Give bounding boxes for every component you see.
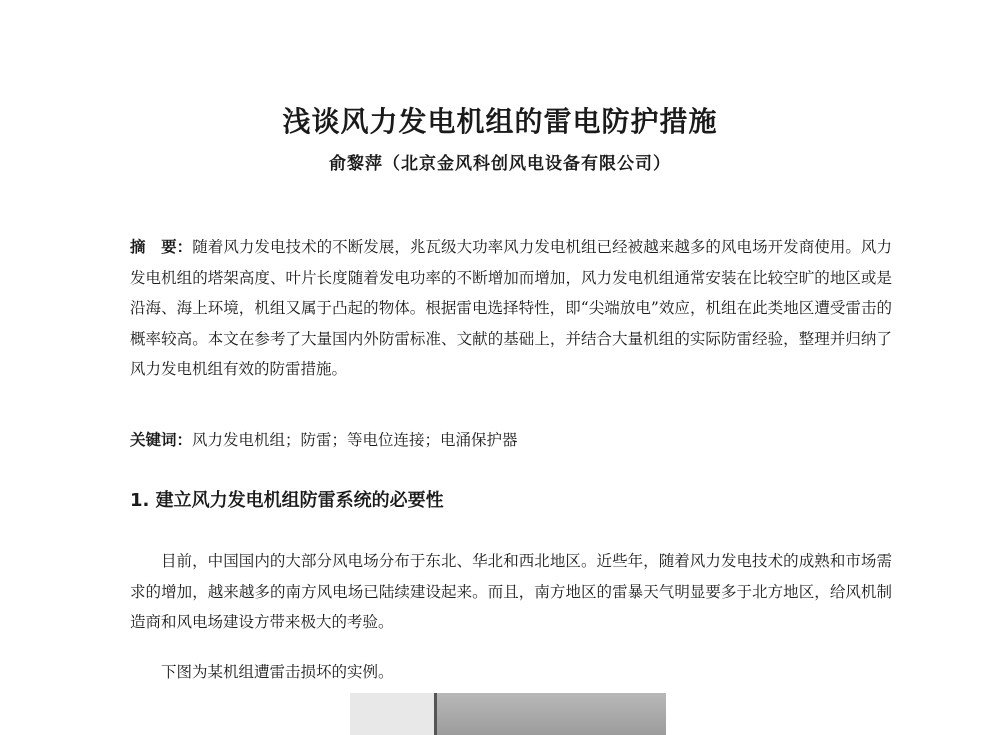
abstract-label: 摘 要： [130,238,193,256]
damage-photo [350,693,666,735]
keywords [130,427,892,453]
keywords-label: 关键词： [130,431,193,449]
keywords-text: 风力发电机组；防雷；等电位连接；电涌保护器 [192,431,518,449]
author-line: 俞黎萍（北京金风科创风电设备有限公司） [329,154,671,174]
photo-edge [434,693,437,735]
section-heading: 1. 建立风力发电机组防雷系统的必要性 [130,490,444,511]
abstract-text: 随着风力发电技术的不断发展，兆瓦级大功率风力发电机组已经被越来越多的风电场开发商使用。风力发电机组的塔架高度、叶片长度随着发电功率的不断增加而增加，风力发电机组通常安装在比较空旷的地区或是沿海、海上环境，机组又属于凸起的物体。根据雷电选择特性，即“尖端放电”效应，机组在此类地区遭受雷击的概率较高。本文在参考了大量国内外防雷标准、文献的基础上，并结合大量机组的实际防雷经验，整理并归纳了风力发电机组有效的防雷措施。 [130,238,892,378]
photo-highlight [350,693,434,735]
abstract [130,232,892,385]
figure-intro-text: 下图为某机组遭雷击损坏的实例。 [161,663,394,681]
body-paragraph: 目前，中国国内的大部分风电场分布于东北、华北和西北地区。近些年，随着风力发电技术的成熟和市场需求的增加，越来越多的南方风电场已陆续建设起来。而且，南方地区的雷暴天气明显要多于北方地区，给风机制造商和风电场建设方带来极大的考验。 [130,552,892,631]
paper-title: 浅谈风力发电机组的雷电防护措施 [282,105,718,138]
